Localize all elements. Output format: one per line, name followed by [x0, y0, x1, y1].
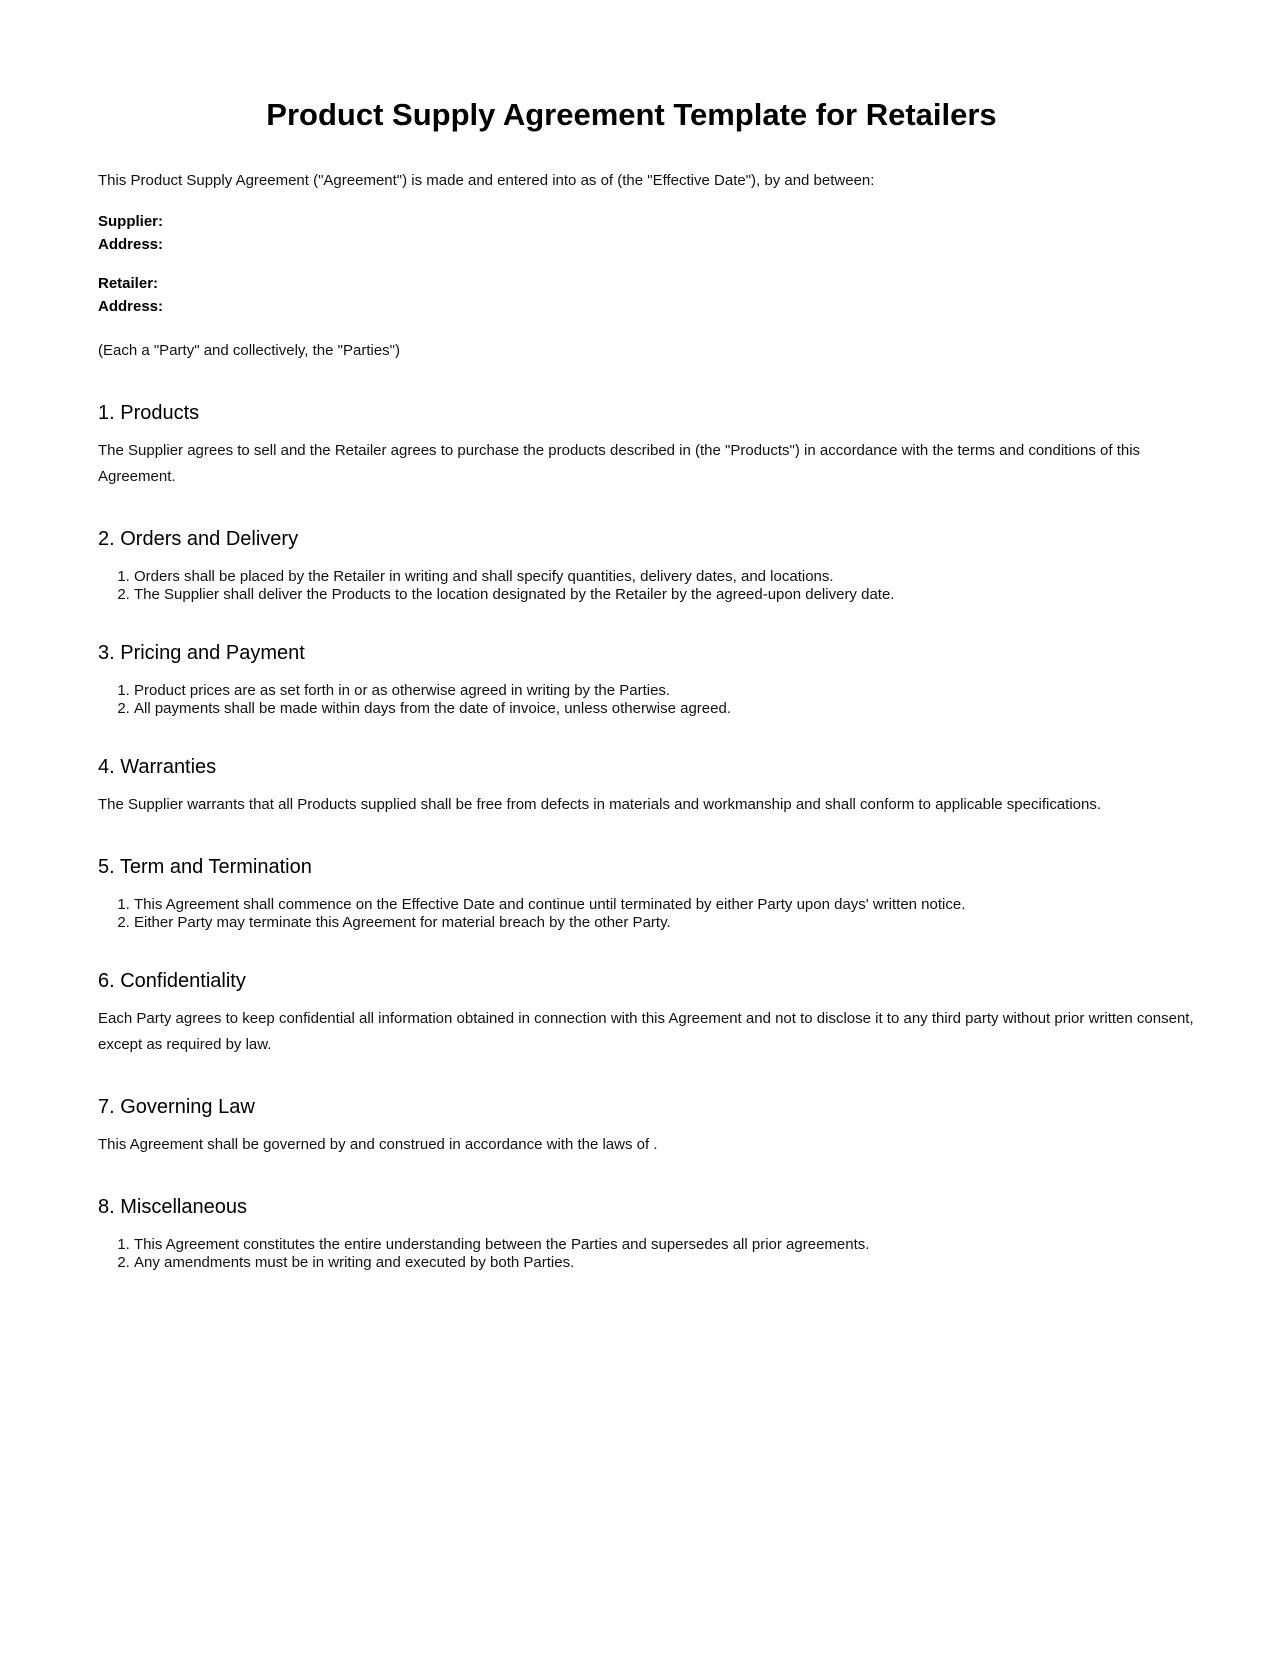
section-paragraph: The Supplier warrants that all Products supplied shall be free from defects in materials and workmanship and shall conform to applicable specifications. — [98, 796, 1102, 813]
section-1 — [98, 400, 1198, 490]
section-heading: 6. Confidentiality — [98, 970, 246, 992]
section-heading: 1. Products — [98, 402, 200, 424]
section-heading: 7. Governing Law — [98, 1096, 255, 1118]
document-title: Product Supply Agreement Template for Retailers — [266, 97, 997, 132]
sections-container — [98, 400, 1198, 1272]
section-paragraph: This Agreement shall be governed by and construed in accordance with the laws of . — [98, 1136, 658, 1153]
retailer-address-label: Address: — [98, 298, 164, 315]
section-heading: 5. Term and Termination — [98, 856, 312, 878]
list-item: 1. Orders shall be placed by the Retailer in writing and shall specify quantities, delivery dates, and locations. — [134, 568, 1198, 586]
document-body — [98, 168, 1198, 1272]
list-item: 2. All payments shall be made within days from the date of invoice, unless otherwise agreed. — [134, 700, 1198, 718]
section-heading: 3. Pricing and Payment — [98, 642, 305, 664]
list-item: 2. Any amendments must be in writing and executed by both Parties. — [134, 1254, 1198, 1272]
list-item: 2. Either Party may terminate this Agreement for material breach by the other Party. — [134, 914, 1198, 932]
retailer-label: Retailer: — [98, 275, 159, 292]
section-list — [98, 568, 1198, 604]
section-paragraph: The Supplier agrees to sell and the Retailer agrees to purchase the products described in (the "Products") in accordance with the terms and conditions of this Agreement. — [98, 442, 1141, 485]
section-list — [98, 682, 1198, 718]
list-item: 2. The Supplier shall deliver the Products to the location designated by the Retailer by the agreed-upon delivery date. — [134, 586, 1198, 604]
section-4 — [98, 754, 1198, 818]
parties-note: (Each a "Party" and collectively, the "Parties") — [98, 342, 400, 359]
section-paragraph: Each Party agrees to keep confidential all information obtained in connection with this Agreement and not to disclose it to any third party without prior written consent, except as required by law. — [98, 1010, 1194, 1053]
list-item: 1. This Agreement constitutes the entire understanding between the Parties and supersedes all prior agreements. — [134, 1236, 1198, 1254]
retailer-block — [98, 272, 1198, 318]
section-5 — [98, 854, 1198, 932]
section-list — [98, 896, 1198, 932]
section-heading: 8. Miscellaneous — [98, 1196, 247, 1218]
section-list — [98, 1236, 1198, 1272]
section-3 — [98, 640, 1198, 718]
section-heading: 4. Warranties — [98, 756, 217, 778]
supplier-block — [98, 210, 1198, 256]
supplier-label: Supplier: — [98, 213, 164, 230]
list-item: 1. Product prices are as set forth in or as otherwise agreed in writing by the Parties. — [134, 682, 1198, 700]
section-6 — [98, 968, 1198, 1058]
section-7 — [98, 1094, 1198, 1158]
section-2 — [98, 526, 1198, 604]
section-heading: 2. Orders and Delivery — [98, 528, 299, 550]
intro-paragraph: This Product Supply Agreement ("Agreement") is made and entered into as of (the "Effective Date"), by and between: — [98, 172, 875, 189]
section-8 — [98, 1194, 1198, 1272]
supplier-address-label: Address: — [98, 236, 164, 253]
list-item: 1. This Agreement shall commence on the Effective Date and continue until terminated by either Party upon days' written notice. — [134, 896, 1198, 914]
